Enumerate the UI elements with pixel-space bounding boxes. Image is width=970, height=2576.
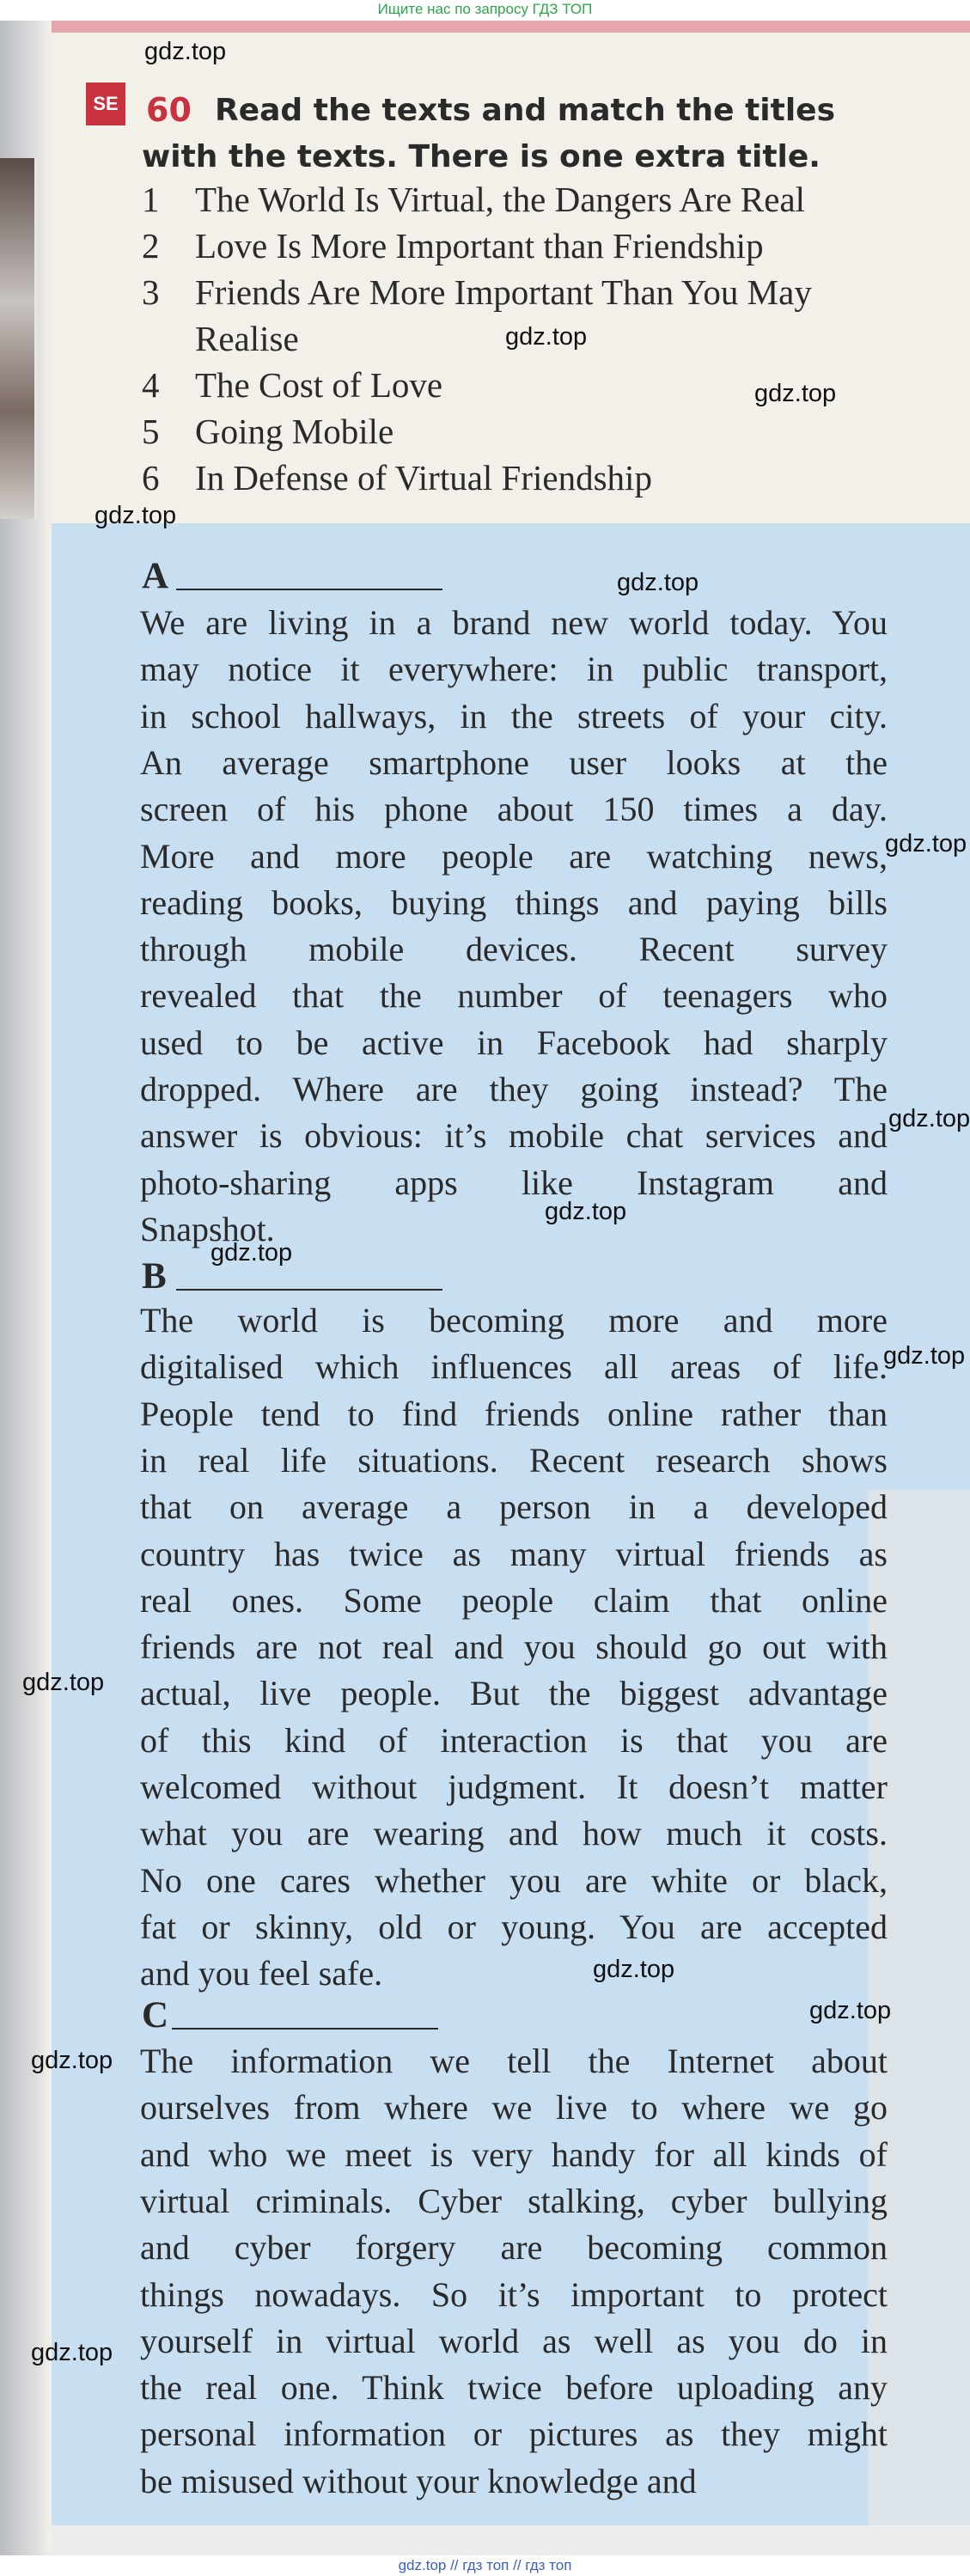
exercise-number: 60 (146, 91, 192, 129)
text-line: country has twice as many virtual friends as (140, 1534, 888, 1573)
watermark: gdz.top (505, 323, 588, 351)
section-b-answer-line (176, 1289, 442, 1291)
title-item (142, 364, 442, 406)
watermark: gdz.top (754, 380, 837, 407)
text-line: of this kind of interaction is that you are (140, 1720, 888, 1760)
text-line: welcomed without judgment. It doesn’t matter (140, 1767, 888, 1806)
instruction-line-2: with the texts. There is one extra title. (142, 139, 821, 174)
text-line: photo-sharing apps like Instagram and (140, 1163, 888, 1202)
text-line: virtual criminals. Cyber stalking, cyber bullying (140, 2181, 888, 2220)
text-line: personal information or pictures as they might (140, 2414, 888, 2454)
text-line: The world is becoming more and more (140, 1301, 888, 1340)
watermark: gdz.top (883, 1342, 966, 1370)
text-line: An average smartphone user looks at the (140, 742, 888, 782)
adjacent-page-photo (0, 158, 37, 519)
watermark: gdz.top (210, 1239, 293, 1267)
section-a-answer-line (176, 589, 442, 590)
watermark: gdz.top (31, 2047, 113, 2074)
title-text: Friends Are More Important Than You May (195, 272, 812, 312)
title-text: The World Is Virtual, the Dangers Are Real (195, 180, 806, 219)
text-line: We are living in a brand new world today. You (140, 603, 888, 642)
text-line: and cyber forgery are becoming common (140, 2228, 888, 2268)
title-number: 4 (142, 365, 160, 405)
text-line: yourself in virtual world as well as you do in (140, 2321, 888, 2360)
text-line: No one cares whether you are white or black, (140, 1860, 888, 1900)
title-item (142, 457, 652, 498)
watermark: gdz.top (617, 569, 699, 596)
title-item (142, 272, 812, 313)
text-line: revealed that the number of teenagers who (140, 976, 888, 1016)
top-banner: Ищите нас по запросу ГДЗ ТОП (377, 1, 593, 17)
title-item (142, 179, 805, 220)
title-text: The Cost of Love (195, 365, 443, 405)
text-line: what you are wearing and how much it costs. (140, 1814, 888, 1853)
text-line: friends are not real and you should go out with (140, 1627, 888, 1667)
page-bottom-strip (52, 2525, 970, 2555)
title-item (142, 225, 764, 266)
text-line: in real life situations. Recent research shows (140, 1440, 888, 1480)
title-number: 6 (142, 458, 160, 497)
section-c-answer-line (172, 2028, 438, 2030)
title-text: In Defense of Virtual Friendship (195, 458, 652, 497)
page-top-strip (52, 21, 970, 33)
watermark: gdz.top (809, 1997, 892, 2024)
instruction-line-1: Read the texts and match the titles (215, 93, 836, 128)
section-c-letter: C (142, 1995, 169, 2036)
text-line: actual, live people. But the biggest advantage (140, 1674, 888, 1713)
text-line: People tend to find friends online rather than (140, 1394, 888, 1433)
text-line: digitalised which influences all areas of life. (140, 1347, 888, 1387)
watermark: gdz.top (545, 1198, 627, 1225)
title-number: 3 (142, 272, 160, 312)
watermark: gdz.top (95, 502, 177, 529)
text-line: real ones. Some people claim that online (140, 1580, 888, 1620)
se-badge: SE (86, 82, 125, 125)
watermark: gdz.top (31, 2339, 113, 2366)
text-line: screen of his phone about 150 times a day. (140, 790, 888, 829)
text-line: More and more people are watching news, (140, 836, 888, 876)
footer: gdz.top // гдз топ // гдз топ (0, 2555, 970, 2576)
text-line: in school hallways, in the streets of your city. (140, 696, 888, 736)
title-item (142, 411, 393, 452)
text-line: and who we meet is very handy for all kinds of (140, 2134, 888, 2174)
text-line: that on average a person in a developed (140, 1487, 888, 1527)
title-text: Going Mobile (195, 412, 394, 451)
text-line: be misused without your knowledge and (140, 2461, 697, 2500)
text-line: answer is obvious: it’s mobile chat services and (140, 1116, 888, 1156)
title-text: Realise (195, 319, 299, 358)
title-number: 1 (142, 180, 160, 219)
text-line: dropped. Where are they going instead? The (140, 1070, 888, 1108)
watermark: gdz.top (144, 38, 227, 65)
text-line: the real one. Think twice before uploading any (140, 2368, 888, 2408)
watermark: gdz.top (888, 1105, 970, 1132)
textbook-page (0, 21, 970, 2555)
text-line: through mobile devices. Recent survey (140, 930, 888, 969)
text-line: Snapshot. (140, 1209, 275, 1248)
watermark: gdz.top (885, 830, 967, 858)
watermark: gdz.top (22, 1669, 105, 1696)
title-number: 2 (142, 226, 160, 266)
text-line: ourselves from where we live to where we go (140, 2088, 888, 2127)
text-line: and you feel safe. (140, 1954, 383, 1993)
text-line: fat or skinny, old or young. You are accepted (140, 1907, 888, 1946)
text-line: used to be active in Facebook had sharply (140, 1022, 888, 1062)
text-line: The information we tell the Internet about (140, 2042, 888, 2080)
text-line: reading books, buying things and paying bills (140, 882, 888, 922)
text-line: things nowadays. So it’s important to protect (140, 2274, 888, 2314)
text-line: may notice it everywhere: in public transport, (140, 650, 888, 689)
watermark: gdz.top (593, 1956, 675, 1983)
title-number: 5 (142, 412, 160, 451)
title-item (142, 318, 299, 359)
section-b-letter: B (142, 1256, 167, 1297)
title-text: Love Is More Important than Friendship (195, 226, 764, 266)
section-a-letter: A (142, 556, 169, 596)
